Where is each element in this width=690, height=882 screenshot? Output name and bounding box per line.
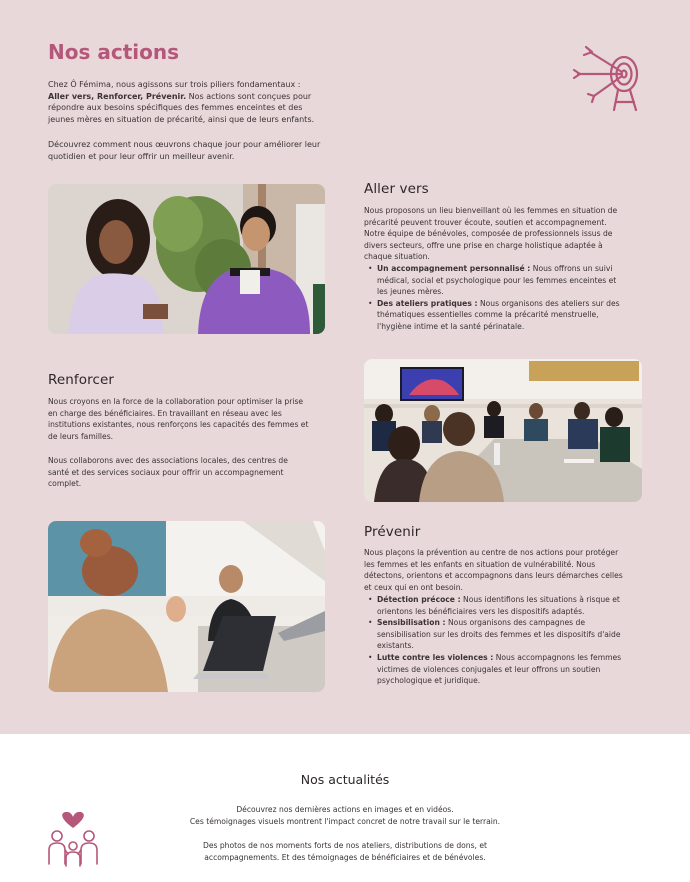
page-title: Nos actions [48,40,179,64]
intro-line-rest: Nos actions sont conçues pour [186,91,312,101]
text-line: existants. [377,641,414,651]
text-line: chaque situation. [364,252,430,262]
text-line: Nous organisons des campagnes de [445,618,586,628]
text-line: psychologique et juridique. [377,676,481,686]
discover-text [48,139,348,162]
discover-line: quotidien et pour leur offrir un meilleur avenir. [48,151,235,161]
text-line: santé et des services sociaux pour offrir un accompagnement [48,467,284,477]
photo-meeting-table [364,359,642,502]
text-line: Nous proposons un lieu bienveillant où les femmes en situation de [364,206,618,215]
text-line: détectons, orientons et accompagnons dans leurs démarches celles [364,571,623,581]
photo-renforcer [364,359,642,502]
intro-line: Chez Ô Fémima, nous agissons sur trois piliers fondamentaux : [48,80,301,89]
text-line: de leurs familles. [48,431,114,441]
list-item [364,617,664,652]
section-title-renforcer: Renforcer [48,372,115,388]
text-line: Nous croyons en la force de la collaboration pour optimiser la prise [48,397,304,406]
list-item-title: Lutte contre les violences : [377,652,494,662]
intro-line: jeunes mères en situation de précarité, ainsi que de leurs enfants. [48,114,315,124]
list-item-title: Sensibilisation : [377,618,446,628]
list-item [364,263,664,298]
list-item-title: Des ateliers pratiques : [377,298,478,308]
list-item-title: Détection précoce : [377,595,461,604]
intro-line: répondre aux besoins spécifiques des femmes enceintes et des [48,103,303,112]
text-line: précarité peuvent trouver écoute, soutien et accompagnement. [364,217,607,227]
list-item [364,594,664,617]
text-line: Notre équipe de bénévoles, composée de professionnels issus de [364,229,613,239]
intro-text [48,79,348,125]
discover-line: Découvrez comment nous œuvrons chaque jour pour améliorer leur [48,140,321,149]
family-heart-icon [46,812,100,868]
text-line: Nous plaçons la prévention au centre de nos actions pour protéger [364,548,619,557]
section-title-aller-vers: Aller vers [364,181,429,197]
list-item [364,298,664,333]
text-line: Découvrez nos dernières actions en images et en vidéos. [236,805,454,814]
text-line: victimes de violences conjugales et leur offrons un soutien [377,664,601,674]
intro-line [48,91,348,103]
text-line: l'hygiène intime et la santé périnatale. [377,321,525,331]
actualites-text-2 [0,840,690,865]
prevenir-text [364,547,664,593]
aller-vers-text [364,205,664,263]
text-line: Ces témoignages visuels montrent l'impact concret de notre travail sur le terrain. [189,817,501,827]
text-line: Nous identifions les situations à risque et [460,595,620,604]
text-line: Nous accompagnons les femmes [493,652,622,662]
target-arrows-icon [572,44,644,114]
photo-prevenir [48,521,325,692]
text-line: sensibilisation sur les droits des femmes et les dispositifs d'aide [377,629,621,639]
text-line: en charge des bénéficiaires. En travaillant en réseau avec les [48,408,282,418]
text-line: orientons les bénéficiaires vers les dispositifs adaptés. [377,606,585,616]
intro-pillars: Aller vers, Renforcer, Prévenir. [48,91,187,101]
text-line: et ceux qui en ont besoin. [364,582,463,592]
text-line: institutions existantes, nous renforçons les capacités des femmes et [48,420,309,430]
text-line: médical, social et psychologique pour les femmes enceintes et [377,275,617,285]
text-line: Nous collaborons avec des associations locales, des centres de [48,456,288,465]
photo-aller-vers [48,184,325,334]
photo-two-women-smiling [48,184,325,334]
renforcer-text-2 [48,455,348,490]
text-line: les jeunes mères. [377,287,444,297]
list-item-title: Un accompagnement personnalisé : [377,264,531,273]
text-line: divers secteurs, offre une prise en charge holistique adaptée à [364,240,603,250]
list-item [364,652,664,687]
text-line: Des photos de nos moments forts de nos ateliers, distributions de dons, et [202,841,488,850]
actualites-text [0,804,690,829]
text-line: accompagnements. Et des témoignages de bénéficiaires et de bénévoles. [204,853,486,863]
text-line: complet. [48,479,82,489]
actualites-title: Nos actualités [300,772,390,787]
prevenir-list [364,594,664,687]
text-line: les femmes et les enfants en situation de vulnérabilité. Nous [364,559,596,569]
text-line: Nous organisons des ateliers sur des [477,298,620,308]
text-line: Nous offrons un suivi [530,264,613,273]
aller-vers-list [364,263,664,333]
renforcer-text [48,396,348,442]
text-line: thématiques essentielles comme la précarité menstruelle, [377,310,599,320]
photo-discussion-laptop [48,521,325,692]
section-title-prevenir: Prévenir [364,524,421,540]
